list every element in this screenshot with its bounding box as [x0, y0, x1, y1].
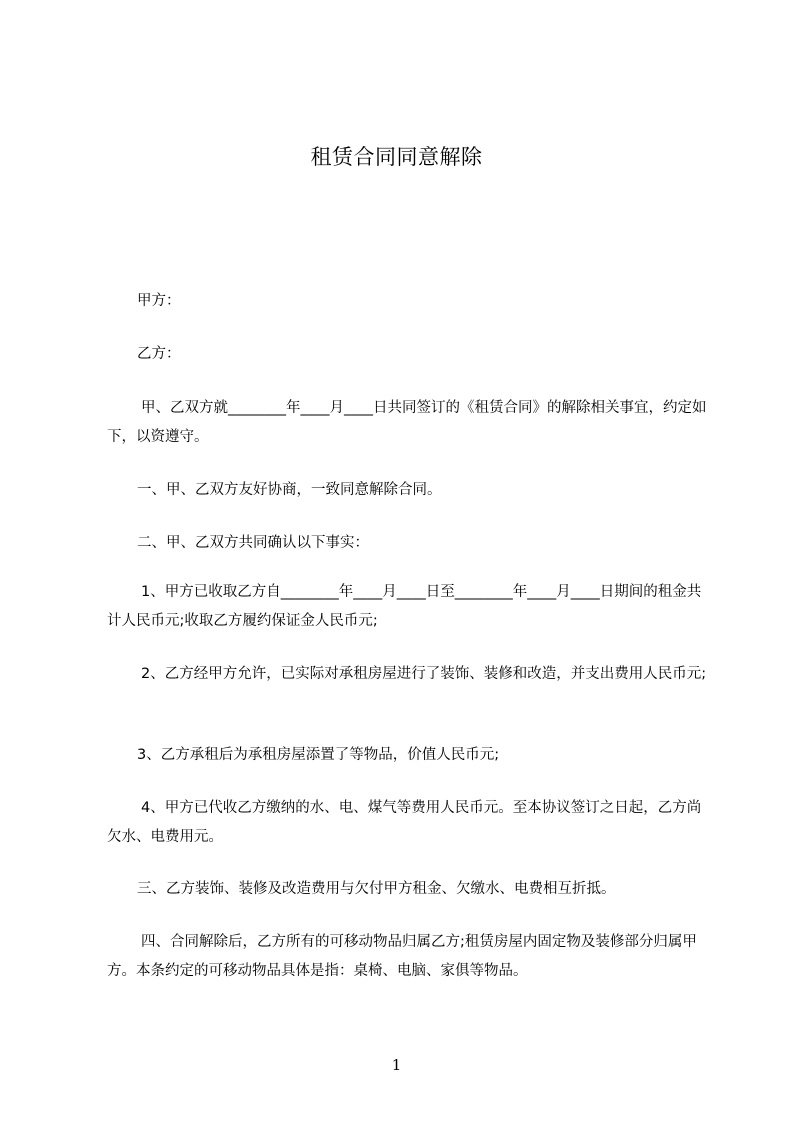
- party-a-label: 甲方：: [137, 293, 181, 309]
- fact-3: 3、乙方承租后为承租房屋添置了等物品，价值人民币元;: [137, 747, 500, 763]
- page-number: 1: [391, 1056, 402, 1074]
- party-b-label: 乙方：: [137, 346, 181, 362]
- clause-2: 二、甲、乙双方共同确认以下事实：: [137, 535, 369, 551]
- clause-1: 一、甲、乙双方友好协商，一致同意解除合同。: [137, 482, 442, 498]
- fact-1: 1、甲方已收取乙方自________年____月____日至________年____月____日期间的租金共计人民币元;收取乙方履约保证金人民币元;: [107, 584, 702, 629]
- clause-4: 四、合同解除后，乙方所有的可移动物品归属乙方;租赁房屋内固定物及装修部分归属甲方。本条约定的可移动物品具体是指：桌椅、电脑、家俱等物品。: [107, 934, 697, 979]
- fact-4: 4、甲方已代收乙方缴纳的水、电、煤气等费用人民币元。至本协议签订之日起，乙方尚欠水、电费用元。: [107, 800, 702, 845]
- clause-3: 三、乙方装饰、装修及改造费用与欠付甲方租金、欠缴水、电费相互折抵。: [137, 881, 616, 897]
- intro-paragraph: 甲、乙双方就________年____月____日共同签订的《租赁合同》的解除相关事宜，约定如下，以资遵守。: [107, 400, 707, 445]
- fact-2: 2、乙方经甲方允许，已实际对承租房屋进行了装饰、装修和改造，并支出费用人民币元;: [141, 666, 707, 682]
- document-title: 租赁合同同意解除: [310, 145, 483, 169]
